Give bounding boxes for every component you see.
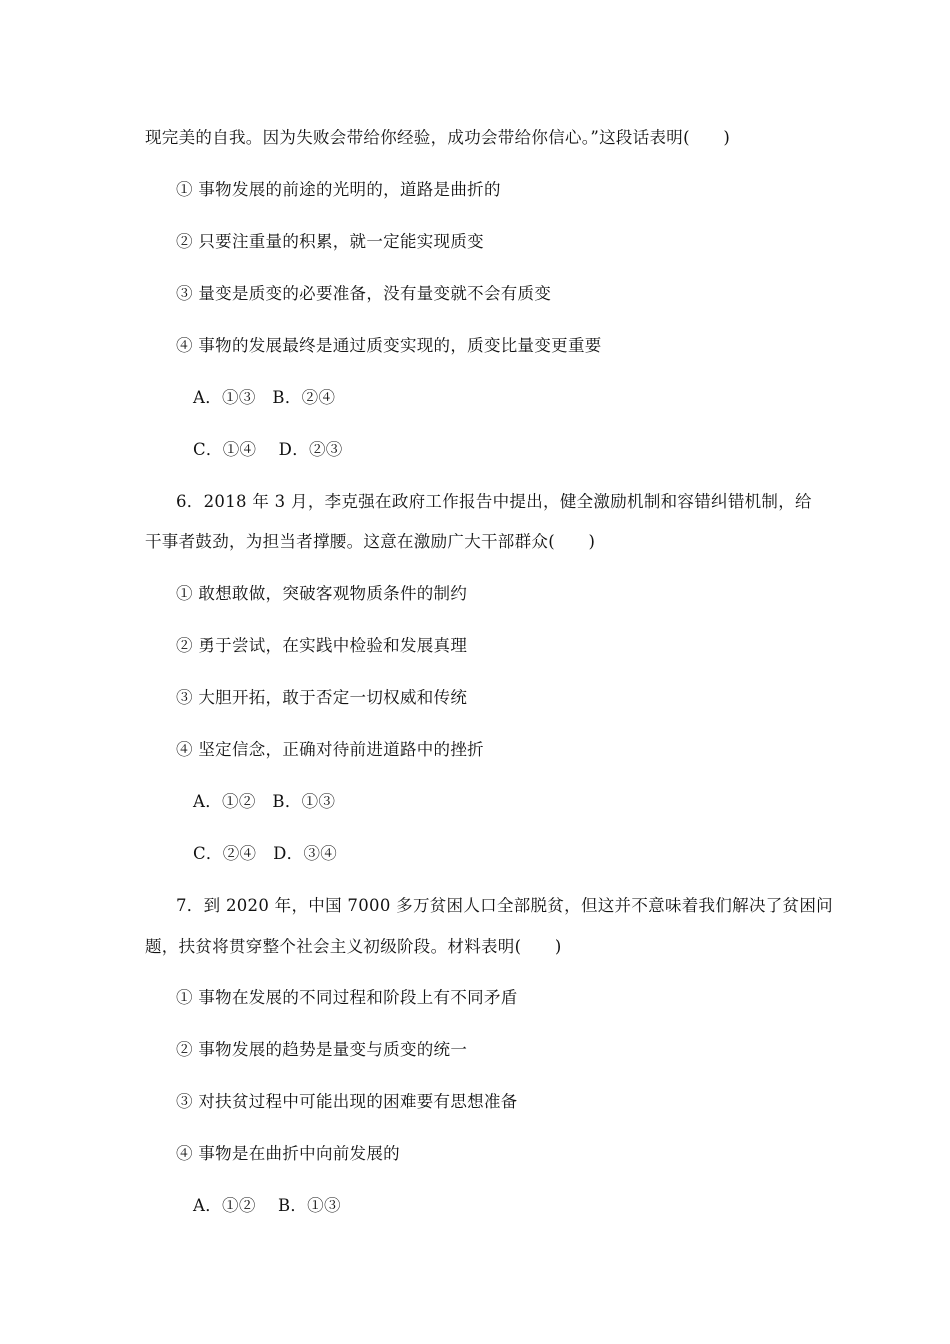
q5-option-1: ① 事物发展的前途的光明的，道路是曲折的 (176, 180, 501, 199)
q5-option-3: ③ 量变是质变的必要准备，没有量变就不会有质变 (176, 284, 552, 303)
q5-stem-end: 现完美的自我。因为失败会带给你经验，成功会带给你信心。”这段话表明( ) (145, 128, 731, 147)
q5-choices-row-2: C．①④ D．②③ (193, 440, 343, 459)
q5-choices-row-1: A．①③ B．②④ (193, 388, 336, 407)
q6-option-2: ② 勇于尝试，在实践中检验和发展真理 (176, 636, 468, 655)
q7-option-1: ① 事物在发展的不同过程和阶段上有不同矛盾 (176, 988, 518, 1007)
q7-option-2: ② 事物发展的趋势是量变与质变的统一 (176, 1040, 468, 1059)
q6-choices-row-1: A．①② B．①③ (193, 792, 336, 811)
q6-stem-line-2: 干事者鼓劲，为担当者撑腰。这意在激励广大干部群众( ) (145, 532, 596, 551)
q7-option-3: ③ 对扶贫过程中可能出现的困难要有思想准备 (176, 1092, 518, 1111)
q6-option-1: ① 敢想敢做，突破客观物质条件的制约 (176, 584, 468, 603)
q7-stem-line-2: 题，扶贫将贯穿整个社会主义初级阶段。材料表明( ) (145, 937, 562, 956)
q6-choices-row-2: C．②④ D．③④ (193, 844, 338, 863)
q5-option-2: ② 只要注重量的积累，就一定能实现质变 (176, 232, 484, 251)
q6-stem-line-1: 6．2018 年 3 月，李克强在政府工作报告中提出，健全激励机制和容错纠错机制，给 (176, 492, 812, 511)
q7-option-4: ④ 事物是在曲折中向前发展的 (176, 1144, 400, 1163)
q7-choices-row-1: A．①② B．①③ (193, 1196, 341, 1215)
q7-stem-line-1: 7．到 2020 年，中国 7000 多万贫困人口全部脱贫，但这并不意味着我们解决了贫困问 (176, 896, 833, 915)
q6-option-4: ④ 坚定信念，正确对待前进道路中的挫折 (176, 740, 484, 759)
q5-option-4: ④ 事物的发展最终是通过质变实现的，质变比量变更重要 (176, 336, 602, 355)
q6-option-3: ③ 大胆开拓，敢于否定一切权威和传统 (176, 688, 468, 707)
